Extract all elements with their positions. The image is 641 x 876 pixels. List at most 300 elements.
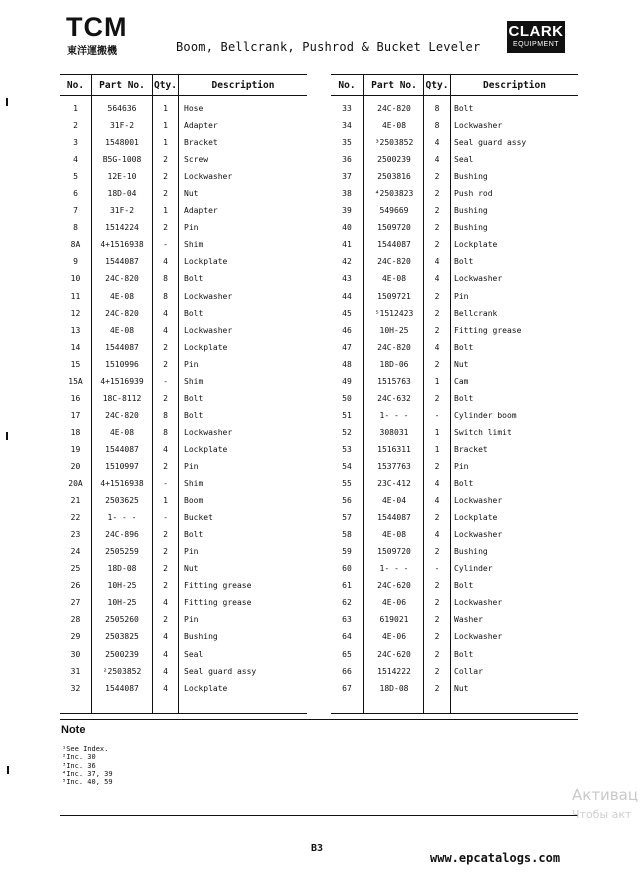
note-title: Note (61, 724, 86, 736)
table-header (60, 74, 307, 96)
quantity: 2 (163, 393, 168, 403)
table-row (60, 390, 307, 407)
quantity: 2 (163, 155, 168, 165)
part-number: 2505259 (105, 547, 139, 557)
item-number: 64 (342, 632, 352, 642)
table-row (331, 680, 578, 697)
page-number: B3 (311, 843, 324, 854)
description: Fitting grease (184, 581, 252, 591)
table-header (331, 74, 578, 96)
part-number: 18D-06 (379, 359, 409, 369)
item-number: 2 (73, 121, 78, 131)
part-number: 24C-820 (377, 257, 411, 267)
item-number: 30 (70, 649, 81, 659)
table-body (60, 96, 307, 697)
table-row (331, 185, 578, 202)
table-row (331, 441, 578, 458)
part-number: 18D-04 (107, 189, 137, 199)
description: Screw (184, 155, 209, 165)
item-number: 36 (342, 155, 352, 165)
item-number: 37 (342, 172, 352, 182)
os-activation-watermark-sub: Чтобы акт (572, 808, 632, 821)
item-number: 15 (70, 359, 81, 369)
quantity: 2 (163, 530, 168, 540)
table-row (60, 475, 307, 492)
quantity: - (434, 564, 440, 574)
description: Shim (184, 240, 204, 250)
part-number: ²2503852 (102, 666, 142, 676)
quantity: 2 (434, 666, 440, 676)
part-number: B5G-1008 (102, 155, 142, 165)
description: Pin (184, 461, 199, 471)
item-number: 27 (70, 598, 81, 608)
quantity: 2 (163, 342, 168, 352)
description: Cam (454, 376, 469, 386)
part-number: 2500239 (377, 155, 411, 165)
item-number: 66 (342, 666, 352, 676)
quantity: 4 (434, 155, 440, 165)
table-row (331, 458, 578, 475)
item-number: 46 (342, 325, 352, 335)
binding-mark (6, 98, 8, 106)
table-row (60, 253, 307, 270)
description: Cylinder (454, 564, 493, 574)
item-number: 8 (73, 223, 78, 233)
item-number: 40 (342, 223, 352, 233)
table-row (60, 322, 307, 339)
description: Lockwasher (454, 274, 503, 284)
description: Bushing (454, 206, 488, 216)
description: Lockplate (454, 513, 498, 523)
part-number: 31F-2 (109, 121, 135, 131)
col-desc-header: Description (211, 80, 275, 91)
parts-table-left (60, 74, 307, 697)
part-number: 4E-08 (109, 325, 135, 335)
item-number: 58 (342, 530, 352, 540)
col-part-header: Part No. (371, 80, 417, 91)
item-number: 10 (70, 274, 81, 284)
item-number: 8A (70, 240, 81, 250)
description: Lockwasher (454, 496, 503, 506)
table-row (60, 407, 307, 424)
item-number: 45 (342, 308, 352, 318)
item-number: 55 (342, 479, 352, 489)
description: Lockplate (184, 257, 228, 267)
quantity: 2 (434, 325, 440, 335)
quantity: 2 (434, 632, 440, 642)
description: Lockwasher (184, 427, 233, 437)
description: Bellcrank (454, 308, 498, 318)
part-number: 1544087 (105, 683, 139, 693)
description: Bolt (184, 308, 204, 318)
description: Bushing (454, 172, 488, 182)
item-number: 9 (73, 257, 78, 267)
description: Pin (184, 223, 199, 233)
table-row (331, 543, 578, 560)
part-number: 1510996 (105, 359, 139, 369)
item-number: 62 (342, 598, 352, 608)
item-number: 49 (342, 376, 352, 386)
col-qty-header: Qty. (154, 80, 177, 91)
part-number: 1516311 (377, 444, 411, 454)
item-number: 53 (342, 444, 352, 454)
description: Nut (184, 564, 199, 574)
table-row (60, 526, 307, 543)
quantity: 2 (163, 581, 168, 591)
part-number: 4+1516938 (100, 240, 144, 250)
table-row (331, 577, 578, 594)
table-row (60, 560, 307, 577)
description: Pin (184, 547, 199, 557)
quantity: 2 (434, 615, 440, 625)
description: Lockwasher (184, 172, 233, 182)
quantity: 2 (434, 189, 440, 199)
table-bottom-rule (60, 713, 307, 714)
part-number: ³2503852 (374, 138, 414, 148)
item-number: 3 (73, 138, 78, 148)
site-url: www.epcatalogs.com (430, 851, 561, 865)
table-row (331, 560, 578, 577)
table-row (331, 270, 578, 287)
description: Seal (454, 155, 474, 165)
item-number: 20A (68, 479, 83, 489)
quantity: 4 (163, 649, 168, 659)
quantity: 4 (163, 444, 168, 454)
description: Bolt (184, 410, 204, 420)
description: Boom (184, 496, 204, 506)
part-number: 10H-25 (379, 325, 409, 335)
part-number: 4E-06 (381, 632, 407, 642)
col-no-header: No. (338, 80, 356, 91)
item-number: 14 (70, 342, 81, 352)
item-number: 6 (73, 189, 78, 199)
quantity: 4 (163, 666, 168, 676)
part-number: 4E-08 (381, 274, 407, 284)
table-row (331, 356, 578, 373)
item-number: 26 (70, 581, 81, 591)
item-number: 52 (342, 427, 352, 437)
quantity: 8 (163, 291, 168, 301)
part-number: 2503816 (377, 172, 411, 182)
description: Lockplate (184, 444, 228, 454)
part-number: 1- - - (107, 513, 137, 523)
part-number: 1544087 (377, 513, 411, 523)
description: Lockplate (184, 683, 228, 693)
table-row (331, 492, 578, 509)
part-number: 1514224 (105, 223, 139, 233)
note-top-rule (60, 719, 578, 720)
item-number: 59 (342, 547, 352, 557)
item-number: 28 (70, 615, 81, 625)
part-number: 24C-820 (105, 308, 139, 318)
part-number: 1544087 (377, 240, 411, 250)
table-row (331, 151, 578, 168)
parts-table-right (331, 74, 578, 697)
note-item: ²Inc. 30 (62, 753, 96, 762)
table-row (331, 288, 578, 305)
quantity: 4 (434, 496, 440, 506)
table-row (60, 577, 307, 594)
part-number: 24C-820 (105, 410, 139, 420)
table-bottom-rule (331, 713, 578, 714)
column-divider (178, 74, 179, 714)
description: Nut (454, 359, 469, 369)
quantity: 2 (163, 615, 168, 625)
quantity: 2 (434, 547, 440, 557)
description: Bushing (184, 632, 218, 642)
part-number: 24C-632 (377, 393, 411, 403)
part-number: 1510997 (105, 461, 139, 471)
quantity: 4 (163, 257, 168, 267)
table-row (60, 168, 307, 185)
description: Hose (184, 104, 204, 113)
item-number: 61 (342, 581, 352, 591)
table-row (60, 611, 307, 628)
table-row (331, 322, 578, 339)
quantity: 1 (434, 376, 440, 386)
description: Switch limit (454, 427, 512, 437)
quantity: 2 (163, 564, 168, 574)
table-row (331, 424, 578, 441)
quantity: 2 (434, 461, 440, 471)
table-row (60, 628, 307, 645)
item-number: 41 (342, 240, 352, 250)
description: Lockplate (454, 240, 498, 250)
description: Bushing (454, 223, 488, 233)
quantity: 2 (434, 240, 440, 250)
clark-logo-name: CLARK (508, 23, 564, 40)
quantity: 2 (163, 172, 168, 182)
table-row (60, 441, 307, 458)
description: Bolt (454, 479, 474, 489)
quantity: 8 (163, 427, 168, 437)
part-number: 31F-2 (109, 206, 135, 216)
quantity: - (163, 240, 168, 250)
binding-mark (7, 766, 9, 774)
item-number: 47 (342, 342, 352, 352)
part-number: 24C-820 (105, 274, 139, 284)
description: Collar (454, 666, 483, 676)
table-row (331, 236, 578, 253)
part-number: 564636 (107, 104, 137, 113)
description: Pin (184, 359, 199, 369)
table-row (60, 100, 307, 117)
part-number: ⁵1512423 (374, 308, 414, 318)
quantity: 1 (434, 427, 440, 437)
table-row (331, 373, 578, 390)
column-divider (450, 74, 451, 714)
note-item: ⁴Inc. 37, 39 (62, 769, 113, 778)
item-number: 43 (342, 274, 352, 284)
col-no-header: No. (66, 80, 85, 91)
quantity: 8 (163, 410, 168, 420)
part-number: 1509720 (377, 547, 411, 557)
quantity: 4 (434, 530, 440, 540)
table-row (331, 202, 578, 219)
quantity: 1 (163, 206, 168, 216)
description: Shim (184, 479, 204, 489)
description: Fitting grease (454, 325, 522, 335)
item-number: 63 (342, 615, 352, 625)
description: Lockwasher (454, 530, 503, 540)
table-row (60, 305, 307, 322)
description: Pin (184, 615, 199, 625)
description: Lockwasher (184, 291, 233, 301)
quantity: 4 (163, 308, 168, 318)
description: Bolt (454, 393, 474, 403)
part-number: 1544087 (105, 257, 139, 267)
item-number: 38 (342, 189, 352, 199)
table-row (60, 134, 307, 151)
item-number: 35 (342, 138, 352, 148)
description: Bracket (454, 444, 488, 454)
part-number: 12E-10 (107, 172, 137, 182)
tcm-logo: TCM (66, 12, 128, 42)
description: Bolt (454, 581, 474, 591)
table-row (60, 339, 307, 356)
description: Bolt (184, 393, 204, 403)
quantity: 8 (434, 104, 440, 113)
quantity: 2 (163, 547, 168, 557)
note-list (62, 745, 113, 786)
item-number: 60 (342, 564, 352, 574)
item-number: 54 (342, 461, 352, 471)
item-number: 57 (342, 513, 352, 523)
part-number: 1544087 (105, 444, 139, 454)
item-number: 48 (342, 359, 352, 369)
item-number: 39 (342, 206, 352, 216)
part-number: 308031 (379, 427, 409, 437)
part-number: 549669 (379, 206, 409, 216)
item-number: 7 (73, 206, 78, 216)
item-number: 19 (70, 444, 81, 454)
part-number: 4E-08 (381, 121, 407, 131)
item-number: 12 (70, 308, 81, 318)
table-row (331, 475, 578, 492)
table-row (331, 407, 578, 424)
clark-logo (507, 21, 565, 53)
description: Lockwasher (454, 121, 503, 131)
item-number: 5 (73, 172, 78, 182)
quantity: - (163, 513, 168, 523)
part-number: 1544087 (105, 342, 139, 352)
description: Washer (454, 615, 483, 625)
description: Lockwasher (454, 632, 503, 642)
table-row (60, 663, 307, 680)
part-number: 18C-8112 (102, 393, 142, 403)
description: Bracket (184, 138, 218, 148)
part-number: 2500239 (105, 649, 139, 659)
item-number: 32 (70, 683, 81, 693)
table-row (331, 390, 578, 407)
quantity: 4 (434, 138, 440, 148)
table-row (60, 373, 307, 390)
quantity: 4 (434, 342, 440, 352)
item-number: 1 (73, 104, 78, 113)
quantity: - (163, 376, 168, 386)
table-row (331, 168, 578, 185)
table-row (331, 663, 578, 680)
quantity: 2 (434, 291, 440, 301)
description: Seal (184, 649, 204, 659)
part-number: 4E-06 (381, 598, 407, 608)
item-number: 23 (70, 530, 81, 540)
item-number: 16 (70, 393, 81, 403)
quantity: 2 (434, 308, 440, 318)
description: Bolt (454, 104, 474, 113)
table-row (60, 288, 307, 305)
item-number: 51 (342, 410, 352, 420)
table-row (331, 117, 578, 134)
quantity: 2 (434, 649, 440, 659)
part-number: 1- - - (379, 564, 409, 574)
page-title: Boom, Bellcrank, Pushrod & Bucket Leveler (176, 40, 481, 54)
part-number: 2505260 (105, 615, 139, 625)
table-row (60, 424, 307, 441)
item-number: 65 (342, 649, 352, 659)
table-row (60, 185, 307, 202)
col-qty-header: Qty. (425, 80, 449, 91)
description: Seal guard assy (184, 666, 257, 676)
table-row (60, 594, 307, 611)
item-number: 25 (70, 564, 81, 574)
table-row (331, 305, 578, 322)
item-number: 44 (342, 291, 352, 301)
part-number: 10H-25 (107, 598, 137, 608)
description: Nut (454, 683, 469, 693)
part-number: 18D-08 (107, 564, 137, 574)
table-row (60, 646, 307, 663)
table-row (331, 339, 578, 356)
description: Bushing (454, 547, 488, 557)
description: Push rod (454, 189, 493, 199)
part-number: 4E-08 (109, 291, 135, 301)
part-number: 10H-25 (107, 581, 137, 591)
binding-mark (6, 432, 8, 440)
description: Adapter (184, 206, 218, 216)
part-number: 24C-620 (377, 649, 411, 659)
quantity: 2 (434, 513, 440, 523)
description: Shim (184, 376, 204, 386)
item-number: 20 (70, 461, 81, 471)
quantity: 2 (163, 461, 168, 471)
part-number: 2503625 (105, 496, 139, 506)
table-row (331, 646, 578, 663)
item-number: 56 (342, 496, 352, 506)
quantity: 1 (163, 138, 168, 148)
part-number: 24C-620 (377, 581, 411, 591)
quantity: 1 (434, 444, 440, 454)
item-number: 24 (70, 547, 81, 557)
part-number: 23C-412 (377, 479, 411, 489)
quantity: - (163, 479, 168, 489)
quantity: - (434, 410, 440, 420)
table-row (331, 611, 578, 628)
table-row (60, 219, 307, 236)
part-number: 4E-08 (109, 427, 135, 437)
column-divider (363, 74, 364, 714)
item-number: 21 (70, 496, 81, 506)
quantity: 4 (163, 683, 168, 693)
table-row (331, 628, 578, 645)
quantity: 2 (434, 598, 440, 608)
part-number: 4E-04 (381, 496, 407, 506)
quantity: 2 (434, 581, 440, 591)
tcm-logo-subtitle: 東洋運搬機 (67, 46, 117, 57)
part-number: 1509720 (377, 223, 411, 233)
part-number: ⁴2503823 (374, 189, 414, 199)
quantity: 4 (434, 479, 440, 489)
